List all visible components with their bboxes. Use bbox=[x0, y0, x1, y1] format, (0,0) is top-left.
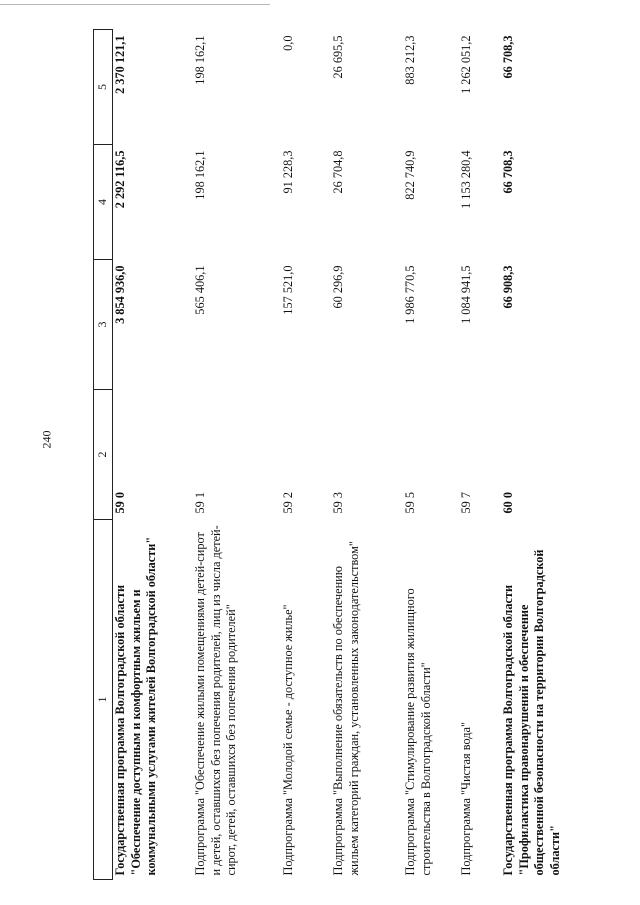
amount-col-4: 1 153 280,4 bbox=[459, 150, 473, 209]
amount-col-5: 2 370 121,1 bbox=[113, 35, 127, 94]
amount-col-5: 198 162,1 bbox=[193, 35, 207, 85]
program-name: Государственная программа Волгоградской области "Профилактика правонарушений и обеспечение общественной безопасности на территории Волгоградской области" bbox=[501, 549, 563, 876]
header-col-3: 3 bbox=[94, 260, 113, 390]
top-rule bbox=[0, 4, 270, 5]
amount-col-3: 1 084 941,5 bbox=[459, 265, 473, 324]
amount-col-5: 26 695,5 bbox=[331, 35, 345, 79]
amount-col-3: 565 406,1 bbox=[193, 265, 207, 315]
table-row bbox=[403, 30, 459, 880]
program-code: 59 2 bbox=[281, 491, 295, 514]
amount-col-3: 66 908,3 bbox=[501, 265, 515, 309]
table-row bbox=[331, 30, 403, 880]
program-code: 59 1 bbox=[193, 491, 207, 514]
header-col-4: 4 bbox=[94, 145, 113, 260]
program-name: Подпрограмма "Обеспечение жилыми помещениями детей-сирот и детей, оставшихся без попечения родителей, лиц из числа детей-сирот, детей, оставшихся без попечения родителей" bbox=[193, 525, 239, 876]
budget-table bbox=[93, 29, 581, 880]
program-code: 59 7 bbox=[459, 491, 473, 514]
amount-col-5: 883 212,3 bbox=[403, 35, 417, 85]
table-row bbox=[113, 30, 194, 880]
program-name: Подпрограмма "Стимулирование развития жилищного строительства в Волгоградской области" bbox=[403, 588, 433, 876]
header-col-2: 2 bbox=[94, 390, 113, 520]
amount-col-4: 91 228,3 bbox=[281, 150, 295, 194]
amount-col-3: 3 854 936,0 bbox=[113, 265, 127, 324]
amount-col-4: 198 162,1 bbox=[193, 150, 207, 200]
program-code: 59 5 bbox=[403, 491, 417, 514]
program-name: Подпрограмма "Молодой семье - доступное жилье" bbox=[281, 604, 295, 876]
header-col-5: 5 bbox=[94, 30, 113, 145]
amount-col-5: 0,0 bbox=[281, 35, 295, 51]
rotated-table-sheet bbox=[93, 30, 563, 880]
amount-col-4: 66 708,3 bbox=[501, 150, 515, 194]
program-name: Государственная программа Волгоградской области "Обеспечение доступным и комфортным жильем и коммунальными услугами жителей Волгоградской области" bbox=[113, 536, 159, 876]
table-row bbox=[193, 30, 281, 880]
table-row bbox=[501, 30, 581, 880]
amount-col-4: 2 292 116,5 bbox=[113, 150, 127, 209]
amount-col-3: 60 296,9 bbox=[331, 265, 345, 309]
table-row bbox=[459, 30, 501, 880]
amount-col-4: 26 704,8 bbox=[331, 150, 345, 194]
program-name: Подпрограмма "Выполнение обязательств по обеспечению жильем категорий граждан, установленных законодательством" bbox=[331, 541, 361, 876]
page-number: 240 bbox=[39, 430, 54, 449]
header-col-1: 1 bbox=[94, 520, 113, 880]
program-code: 59 3 bbox=[331, 491, 345, 514]
amount-col-3: 1 986 770,5 bbox=[403, 265, 417, 324]
program-code: 60 0 bbox=[501, 491, 515, 514]
program-name: Подпрограмма "Чистая вода" bbox=[459, 722, 473, 876]
amount-col-3: 157 521,0 bbox=[281, 265, 295, 315]
amount-col-5: 66 708,3 bbox=[501, 35, 515, 79]
table-row bbox=[281, 30, 331, 880]
header-row bbox=[94, 30, 113, 880]
amount-col-5: 1 262 051,2 bbox=[459, 35, 473, 94]
program-code: 59 0 bbox=[113, 491, 127, 514]
amount-col-4: 822 740,9 bbox=[403, 150, 417, 200]
